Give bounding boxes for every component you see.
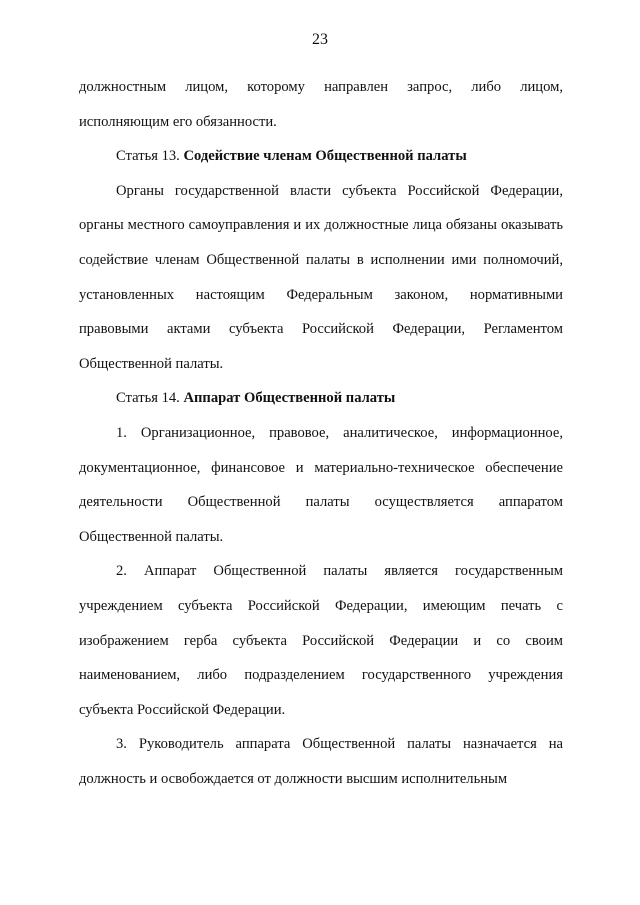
article-13-heading	[79, 139, 563, 174]
paragraph-continuation: должностным лицом, которому направлен запрос, либо лицом, исполняющим его обязанности.	[79, 79, 563, 130]
article-14-paragraph-2: 2. Аппарат Общественной палаты является государственным учреждением субъекта Российской Федерации, имеющим печать с изображением герба субъекта Российской Федерации и со своим наименованием, либо подразделением государственного учреждения субъекта Российской Федерации.	[79, 563, 563, 718]
article-14-paragraph-1: 1. Организационное, правовое, аналитическое, информационное, документационное, финансовое и материально-техническое обеспечение деятельности Общественной палаты осуществляется аппаратом Общественной палаты.	[79, 424, 563, 545]
article-14-paragraph-3: 3. Руководитель аппарата Общественной палаты назначается на должность и освобождается от должности высшим исполнительным	[79, 736, 563, 787]
page-number: 23	[312, 31, 328, 48]
article-13-number: Статья 13.	[116, 148, 184, 165]
article-14-number: Статья 14.	[116, 390, 184, 407]
article-13-paragraph: Органы государственной власти субъекта Российской Федерации, органы местного самоуправления и их должностные лица обязаны оказывать содействие членам Общественной палаты в исполнении ими полномочий, установленных настоящим Федеральным законом, нормативными правовыми актами субъекта Российской Федерации, Регламентом Общественной палаты.	[79, 182, 563, 372]
article-14-heading	[79, 381, 563, 416]
document-body	[79, 70, 563, 796]
article-13-title: Содействие членам Общественной палаты	[183, 148, 467, 165]
article-14-title: Аппарат Общественной палаты	[183, 390, 396, 407]
